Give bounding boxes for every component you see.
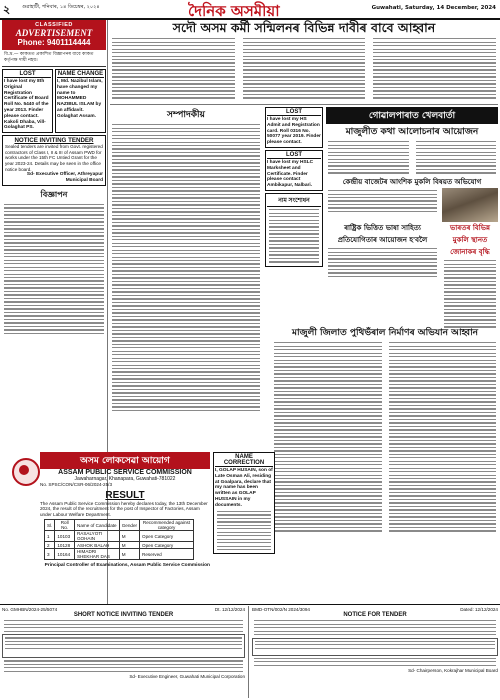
story-headline-3: ৰাষ্ট্ৰিক ভিত্তিত ভাষা সাহিত্য প্ৰতিযোগিতাৰ আয়োজন হ'বলৈ — [337, 223, 428, 244]
col-roll: Roll No. — [55, 520, 75, 531]
notice-text: Sealed tenders are invited from Govt. registered contractors of Class I, II & III of Assam PWD for works under the 15th FC Untied Grant for the year 2023-24. Details may be seen in the office notice board. — [5, 144, 103, 172]
apsc-result-table — [44, 519, 194, 560]
lost-heading: LOST — [4, 71, 51, 78]
cell: 10164 — [55, 549, 75, 560]
apsc-result-text: The Assam Public Service Commission hereby declares today, the 13th December 2024, the result of the recruitment for the post of Inspector of Factories, Assam under Labour Welfare Department. — [40, 500, 208, 517]
notice-inviting-tender — [2, 135, 106, 186]
cell: Open Category — [140, 531, 194, 542]
table-row — [45, 542, 194, 549]
cell: Open Category — [140, 542, 194, 549]
cell: RASALYOTI GOHAIN — [74, 531, 119, 542]
cell: M — [119, 542, 139, 549]
apsc-name: ASSAM PUBLIC SERVICE COMMISSION — [58, 469, 192, 476]
apsc-signature: Principal Controller of Examinations, Assam Public Service Commission — [44, 563, 210, 569]
apsc-result-notice — [40, 452, 210, 569]
mid-lost-2 — [265, 150, 323, 191]
notice-for-tender — [252, 607, 498, 673]
name-change-notice — [55, 69, 106, 133]
table-header-row — [45, 520, 194, 531]
notice-heading: NOTICE INVITING TENDER — [14, 137, 94, 145]
tender-right-ref: BMD-OTN/002/N 2024/3094 — [252, 607, 310, 612]
story-majuli — [272, 325, 498, 534]
classified-note: বি.দ্ৰ.— কাকতত প্ৰকাশিত বিজ্ঞাপনৰ বাবে কাকত কৰ্তৃপক্ষ দায়ী নহয়। — [2, 50, 106, 67]
cell: ASHOK BALAH — [74, 542, 119, 549]
col-sl: Sl. — [45, 520, 55, 531]
lost-notice — [2, 69, 53, 133]
mid-lost-1 — [265, 107, 323, 148]
cell: Reserved — [140, 549, 194, 560]
cell: 10103 — [55, 531, 75, 542]
col-gender: Gender — [119, 520, 139, 531]
lead-col-3 — [371, 36, 498, 101]
apsc-emblem-icon — [12, 458, 40, 486]
classified-column — [2, 20, 106, 450]
masthead-logo: দৈনিক অসমীয়া — [188, 2, 280, 20]
right-news-section — [326, 107, 498, 330]
editorial-body — [110, 124, 262, 411]
notice-signature: Sd- Executive Officer, Athreyapur Municipal Board — [26, 172, 103, 183]
short-notice-tender — [2, 607, 245, 679]
cell: M — [119, 549, 139, 560]
mid-lost-1-heading: LOST — [267, 109, 321, 116]
cell: 10128 — [55, 542, 75, 549]
bigyapan-body — [2, 204, 106, 334]
mid-lost-2-text: I have lost my HSLC Marksheet and Certificate. Finder please contact Ambikapur, Nalbari. — [267, 159, 314, 189]
side-story-headline: ভাৰতৰ বিভিন্ন মুকলি স্থানত জোনাকৰ বৃদ্ধি — [450, 223, 490, 256]
tender-left-table — [2, 634, 245, 658]
goalpara-banner: গোৱালপাৰাত খেলবাৰ্তা — [326, 107, 498, 124]
editorial-title: সম্পাদকীয় — [167, 110, 205, 120]
apsc-banner: অসম লোকসেৱা আয়োগ — [40, 452, 210, 469]
tender-left-date: Dt. 12/12/2024 — [214, 607, 245, 612]
mid-name-change — [265, 193, 323, 267]
classified-phone: Phone: 9401114444 — [17, 38, 91, 47]
tender-left-ref: No. GMHBN/2024-25/5074 — [2, 607, 58, 612]
classified-label: CLASSIFIED — [35, 22, 73, 28]
bottom-column-rule — [248, 606, 249, 698]
lost-text: I have lost my 8th Original Registration Certificate of Board Roll No. 5440 of the year 2013. Finder please contact. Kakoli Dhaba, Vill- Golaghat PS. — [4, 79, 49, 131]
table-row — [45, 549, 194, 560]
story-headline-1: মাজুলীত কথা আলোচনাৰ আয়োজন — [345, 127, 479, 137]
col-category: Recommended against category — [140, 520, 194, 531]
name-correction-text: I, GOLAP HUSAIN, son of Late Osman Ali, residing at Goalpara, declare that my name has been written as GOLAP HUSSAIN in my documents. — [215, 468, 273, 508]
cell: 2 — [45, 542, 55, 549]
mid-lost-2-heading: LOST — [267, 152, 321, 159]
editorial-section — [110, 107, 262, 413]
name-change-text: I, Md. Nazibul Islam, have changed my name to MOHAMMED NAZIBUL ISLAM by an affidavit. Golaghat Assam. — [57, 79, 103, 119]
cell: 3 — [45, 549, 55, 560]
header-date-assamese: গুৱাহাটী, শনিবাৰ, ১৪ ডিচেম্বৰ, ২০২৪ — [22, 4, 100, 10]
lead-col-1 — [110, 36, 237, 101]
apsc-ref: No. SPSC/CON/CSR-06/2024-25/3 — [40, 482, 112, 487]
tender-right-table — [252, 638, 498, 656]
col-name: Name of Candidate — [74, 520, 119, 531]
cell: HIMADRI SHEKHAR DAS — [74, 549, 119, 560]
lost-namechange-row — [2, 69, 106, 133]
lead-col-2 — [241, 36, 368, 101]
bigyapan-heading: বিজ্ঞাপন — [40, 189, 68, 199]
tender-left-heading: SHORT NOTICE INVITING TENDER — [73, 612, 174, 618]
cell: M — [119, 531, 139, 542]
story-headline-2: কেন্দ্ৰীয় বাজেটৰ আংশিক মুকলি বিষয়ত অভিযোগ — [342, 177, 482, 186]
lead-article-body — [110, 36, 498, 101]
mid-name-change-heading: নাম সংশোধন — [267, 195, 321, 207]
apsc-address: Jawaharnagar, Khanapara, Guwahati-781022 — [74, 476, 176, 482]
name-correction-notice — [213, 452, 275, 554]
news-photo — [442, 188, 498, 222]
classified-banner — [2, 20, 106, 50]
name-correction-heading: NAME CORRECTION — [215, 454, 273, 467]
apsc-result-heading: RESULT — [105, 489, 145, 501]
page-number: ২ — [3, 3, 11, 16]
mid-lost-1-text: I have lost my HS Admit and Registration card. Roll 0316 No. 50077 year 2019. Finder please contact. — [267, 117, 321, 146]
classified-title: ADVERTISEMENT — [15, 28, 93, 38]
tender-right-heading: NOTICE FOR TENDER — [343, 612, 407, 618]
table-row — [45, 531, 194, 542]
header-date-english: Guwahati, Saturday, 14 December, 2024 — [371, 5, 496, 11]
mid-classified-column — [265, 107, 323, 269]
tender-left-signature: Sd- Executive Engineer, Guwahati Municipal Corporation — [129, 674, 245, 680]
rule — [110, 104, 498, 105]
cell: 1 — [45, 531, 55, 542]
main-headline: সদৌ অসম কৰ্মী সন্মিলনৰ বিভিন্ন দাবীৰ বাবে আহ্বান — [172, 20, 436, 35]
story-headline-4: মাজুলী জিলাত পুথিভঁৰাল নিৰ্মাণৰ অভিযান আহ্বান — [291, 328, 479, 338]
name-change-heading: NAME CHANGE — [57, 71, 104, 77]
tender-right-date: Dated: 12/12/2024 — [460, 607, 498, 612]
tender-right-signature: Sd- Chairperson, Kokrajhar Municipal Board — [408, 668, 498, 674]
bottom-rule — [0, 604, 500, 605]
